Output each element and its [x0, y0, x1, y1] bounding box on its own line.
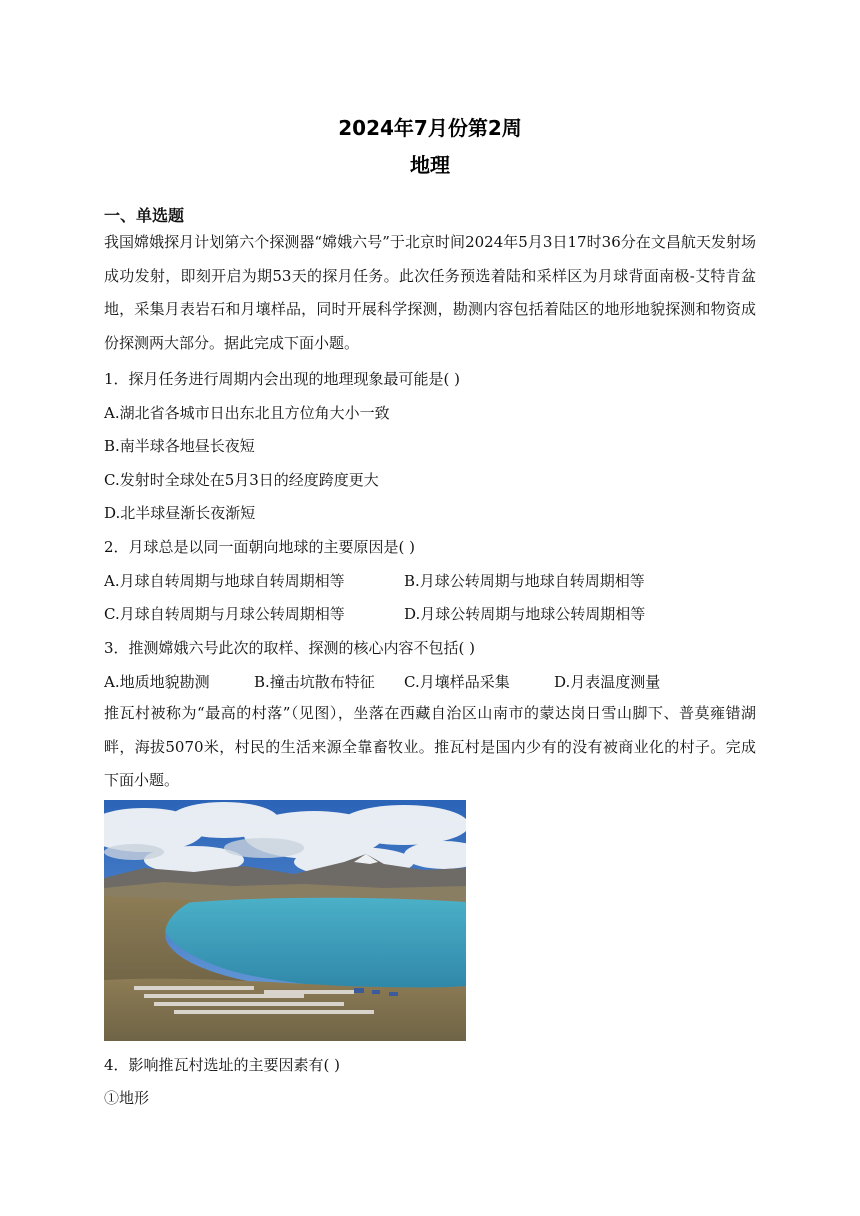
- document-title: 2024年7月份第2周: [338, 116, 522, 140]
- question-2-option-a: A.月球自转周期与地球自转周期相等: [104, 572, 345, 590]
- question-1-option-a: A.湖北省各城市日出东北且方位角大小一致: [104, 404, 390, 422]
- question-4-stem: 4．影响推瓦村选址的主要因素有( ): [104, 1056, 341, 1074]
- question-3-option-c: C.月壤样品采集: [404, 673, 510, 691]
- question-2-stem: 2．月球总是以同一面朝向地球的主要原因是( ): [104, 538, 416, 556]
- question-1-option-c: C.发射时全球处在5月3日的经度跨度更大: [104, 471, 379, 489]
- question-1-option-d: D.北半球昼渐长夜渐短: [104, 504, 256, 522]
- passage-tuiwa-village: 推瓦村被称为“最高的村落”（见图），坐落在西藏自治区山南市的蒙达岗日雪山脚下、普莫雍错湖畔，海拔5070米，村民的生活来源全靠畜牧业。推瓦村是国内少有的没有被商业化的村子。完成下面小题。: [104, 704, 756, 789]
- tuiwa-village-lake-photo: [104, 800, 466, 1041]
- question-2-option-d: D.月球公转周期与地球公转周期相等: [404, 605, 646, 623]
- question-3-option-a: A.地质地貌勘测: [104, 673, 210, 691]
- question-3-stem: 3．推测嫦娥六号此次的取样、探测的核心内容不包括( ): [104, 639, 476, 657]
- subject-title: 地理: [410, 153, 450, 177]
- question-3-option-b: B.撞击坑散布特征: [254, 673, 375, 691]
- question-1-option-b: B.南半球各地昼长夜短: [104, 437, 255, 455]
- question-2-option-c: C.月球自转周期与月球公转周期相等: [104, 605, 345, 623]
- section-heading: 一、单选题: [104, 206, 185, 225]
- question-4-item-1: ①地形: [104, 1089, 150, 1107]
- question-3-option-d: D.月表温度测量: [554, 673, 661, 691]
- passage-chang-e-6: 我国嫦娥探月计划第六个探测器“嫦娥六号”于北京时间2024年5月3日17时36分在文昌航天发射场成功发射，即刻开启为期53天的探月任务。此次任务预选着陆和采样区为月球背面南极-艾特肯盆地，采集月表岩石和月壤样品，同时开展科学探测，勘测内容包括着陆区的地形地貌探测和物资成份探测两大部分。据此完成下面小题。: [104, 233, 756, 352]
- landscape-image: [104, 800, 466, 1041]
- question-1-stem: 1．探月任务进行周期内会出现的地理现象最可能是( ): [104, 370, 461, 388]
- question-2-option-b: B.月球公转周期与地球自转周期相等: [404, 572, 645, 590]
